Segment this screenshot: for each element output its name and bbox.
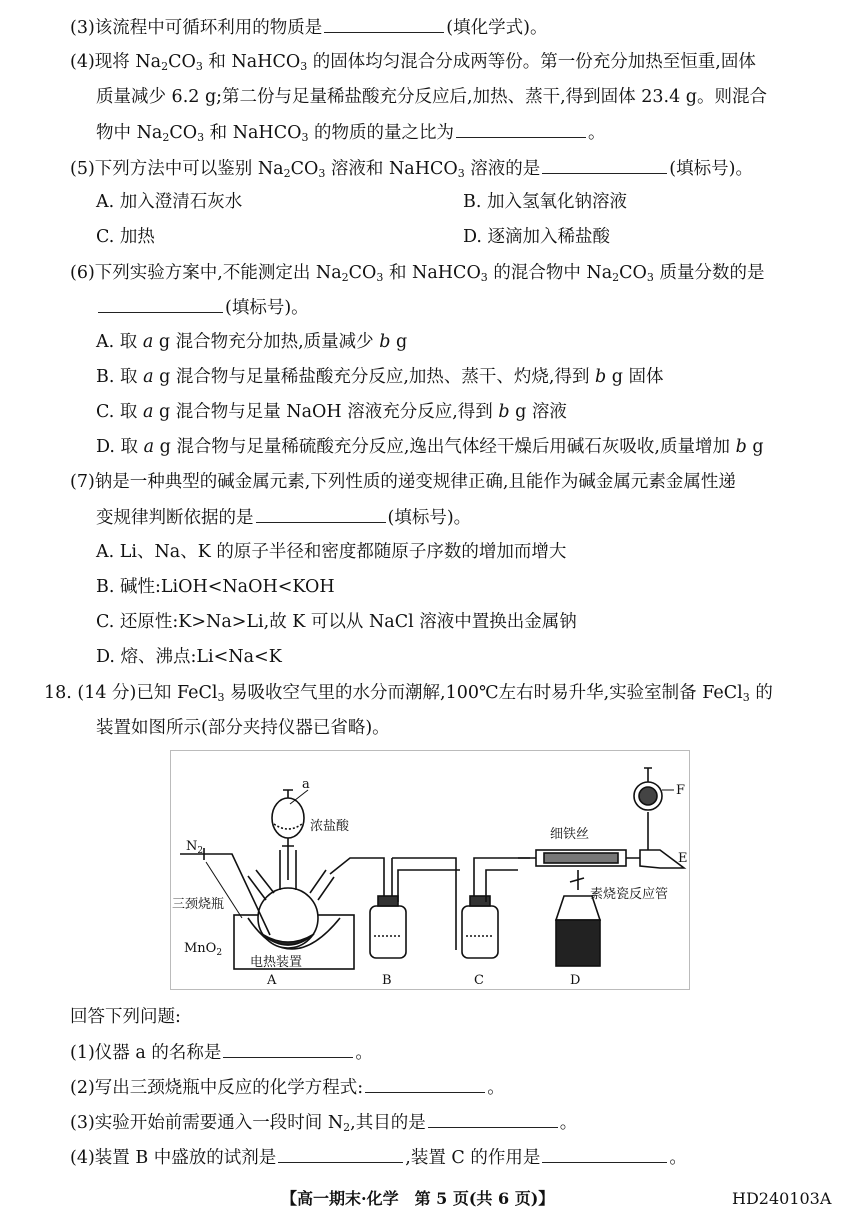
q18-sub1: (1)仪器 a 的名称是 。	[70, 1039, 373, 1066]
q17-part6-line1: (6)下列实验方案中,不能测定出 $Na_2CO_3$ 和 NaHCO$_3$ 的混合物中 $Na_2CO_3$ 质量分数的是	[70, 263, 765, 284]
label-iron-wire: 细铁丝	[550, 827, 590, 842]
q18-stem-line2: 装置如图所示(部分夹持仪器已省略)。	[96, 718, 390, 738]
q17-p5-option-a: A. 加入澄清石灰水	[96, 192, 243, 212]
q18-stem-line1: 18. (14 分)已知 FeCl$_3$ 易吸收空气里的水分而潮解,100℃左右时易升华,实验室制备 FeCl$_3$ 的	[44, 683, 773, 704]
q18-sub3: (3)实验开始前需要通入一段时间 $N_2$,其目的是 。	[70, 1109, 577, 1136]
q17-p6-option-c: C. 取 a g 混合物与足量 NaOH 溶液充分反应,得到 b g 溶液	[96, 402, 567, 422]
paper-code: HD240103A	[732, 1189, 832, 1208]
caption-a: A	[267, 973, 277, 988]
q17-part4-line1: (4)现将 $Na_2CO_3$ 和 NaHCO$_3$ 的固体均匀混合分成两等份。第一份充分加热至恒重,固体	[70, 52, 756, 73]
answer-blank[interactable]	[98, 294, 223, 313]
label-e: E	[678, 851, 688, 866]
answer-blank[interactable]	[223, 1039, 353, 1058]
answer-blank[interactable]	[278, 1144, 403, 1163]
label-f: F	[676, 783, 686, 798]
q17-p7-option-c: C. 还原性:K>Na>Li,故 K 可以从 NaCl 溶液中置换出金属钠	[96, 612, 577, 632]
caption-d: D	[570, 973, 581, 988]
q17-part3: (3)该流程中可循环利用的物质是 (填化学式)。	[70, 14, 547, 41]
three-neck-flask	[258, 888, 318, 948]
flask-right-neck	[310, 870, 334, 900]
answer-blank[interactable]	[365, 1074, 485, 1093]
answer-blank[interactable]	[456, 119, 586, 138]
q17-p6-option-a: A. 取 a g 混合物充分加热,质量减少 b g	[96, 332, 408, 352]
label-heater: 电热装置	[250, 955, 303, 970]
q17-part4-line2: 质量减少 6.2 g;第二份与足量稀盐酸充分反应后,加热、蒸干,得到固体 23.4 g。则混合	[96, 87, 767, 107]
tube-c-d	[474, 858, 530, 896]
answer-blank[interactable]	[428, 1109, 558, 1128]
q17-part5: (5)下列方法中可以鉴别 $Na_2CO_3$ 溶液和 NaHCO$_3$ 溶液的是 (填标号)。	[70, 155, 753, 182]
q17-p6-option-d: D. 取 a g 混合物与足量稀硫酸充分反应,逸出气体经干燥后用碱石灰吸收,质量增加 b g	[96, 437, 764, 457]
label-a: a	[302, 777, 310, 792]
label-three-neck-flask: 三颈烧瓶	[172, 897, 225, 912]
q18-sub4: (4)装置 B 中盛放的试剂是 ,装置 C 的作用是 。	[70, 1144, 687, 1171]
q17-part4-line3: 物中 $Na_2CO_3$ 和 NaHCO$_3$ 的物质的量之比为 。	[96, 119, 606, 146]
answer-blank[interactable]	[324, 14, 444, 33]
q17-p6-option-b: B. 取 a g 混合物与足量稀盐酸充分反应,加热、蒸干、灼烧,得到 b g 固体	[96, 367, 664, 387]
caption-b: B	[382, 973, 392, 988]
label-reaction-tube: 素烧瓷反应管	[590, 887, 669, 902]
burner-neck	[570, 870, 584, 890]
q17-part6-line2: (填标号)。	[96, 294, 309, 321]
label-mno2: MnO$_2$	[184, 941, 223, 958]
funnel-stem	[282, 838, 294, 880]
q18-intro: 回答下列问题:	[70, 1007, 181, 1027]
label-hydrochloric-acid: 浓盐酸	[310, 819, 350, 834]
answer-blank[interactable]	[542, 155, 667, 174]
q17-p5-option-b: B. 加入氢氧化钠溶液	[463, 192, 627, 212]
q17-p7-option-b: B. 碱性:LiOH<NaOH<KOH	[96, 577, 335, 597]
q17-p5-option-c: C. 加热	[96, 227, 155, 247]
bottle-c	[462, 906, 498, 958]
separatory-funnel	[272, 798, 304, 838]
page-footer: 【高一期末·化学 第 5 页(共 6 页)】	[281, 1189, 555, 1208]
q17-p5-option-d: D. 逐滴加入稀盐酸	[463, 227, 611, 247]
q18-sub2: (2)写出三颈烧瓶中反应的化学方程式: 。	[70, 1074, 505, 1101]
label-n2: $N_2$	[186, 839, 204, 856]
answer-blank[interactable]	[542, 1144, 667, 1163]
answer-blank[interactable]	[256, 504, 386, 523]
q17-p7-option-d: D. 熔、沸点:Li<Na<K	[96, 647, 282, 667]
q17-p7-option-a: A. Li、Na、K 的原子半径和密度都随原子序数的增加而增大	[96, 542, 567, 562]
apparatus-diagram	[170, 750, 690, 990]
bottle-b	[370, 906, 406, 958]
caption-c: C	[474, 973, 484, 988]
q17-part7-line1: (7)钠是一种典型的碱金属元素,下列性质的递变规律正确,且能作为碱金属元素金属性递	[70, 472, 736, 492]
q17-part7-line2: 变规律判断依据的是 (填标号)。	[96, 504, 471, 531]
iron-wire-packing	[544, 853, 618, 863]
alcohol-lamp	[556, 920, 600, 966]
